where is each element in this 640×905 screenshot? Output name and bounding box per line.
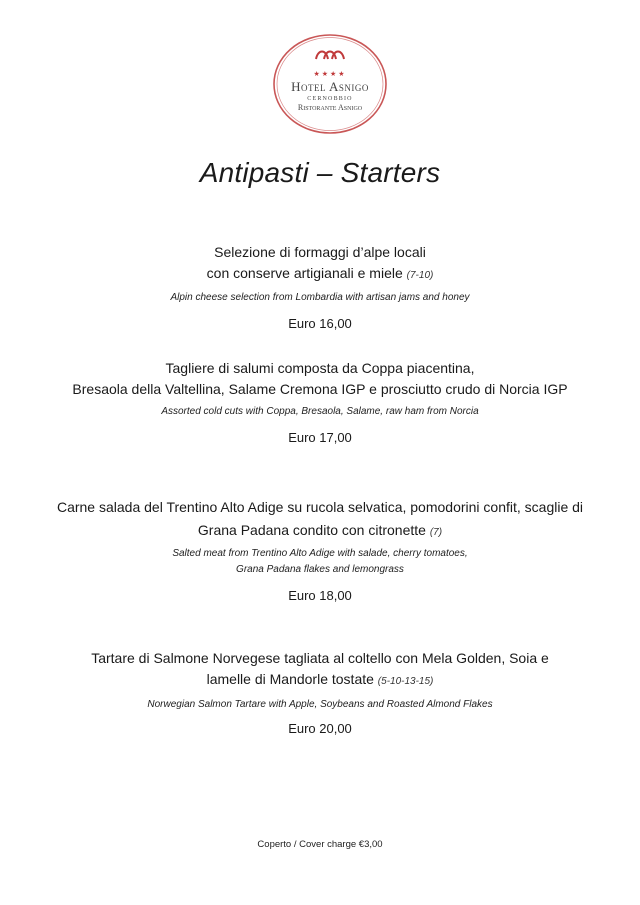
item-price: Euro 20,00 [288,721,352,736]
allergens: (7-10) [406,270,434,281]
item-name-line: Tartare di Salmone Norvegese tagliata al coltello con Mela Golden, Soia e [91,650,549,666]
svg-text:Cernobbio: Cernobbio [307,96,353,102]
item-english: Salted meat from Trentino Alto Adige with salade, cherry tomatoes, [172,548,468,559]
item-price: Euro 16,00 [288,316,352,331]
menu-item [0,497,640,605]
hotel-logo [272,33,388,135]
svg-text:Hotel Asnigo: Hotel Asnigo [291,79,369,94]
cover-charge-note: Coperto / Cover charge €3,00 [257,839,383,850]
item-name-line: Tagliere di salumi composta da Coppa piacentina, [165,360,475,376]
hotel-logo-emblem [272,33,388,135]
svg-text:★★★★: ★★★★ [313,70,347,78]
menu-item [0,242,640,333]
item-name-line: Grana Padana condito con citronette (7) [197,522,443,538]
item-english: Norwegian Salmon Tartare with Apple, Soybeans and Roasted Almond Flakes [147,699,493,710]
item-price: Euro 18,00 [288,588,352,603]
item-english: Alpin cheese selection from Lombardia with artisan jams and honey [170,292,470,303]
item-name-line: lamelle di Mandorle tostate (5-10-13-15) [206,671,434,687]
allergens: (7) [429,527,443,538]
item-name-line: Selezione di formaggi d’alpe locali [214,244,426,260]
item-price: Euro 17,00 [288,430,352,445]
menu-item [0,358,640,447]
item-english: Assorted cold cuts with Coppa, Bresaola, Salame, raw ham from Norcia [161,406,479,417]
allergens: (5-10-13-15) [377,676,434,687]
section-title: Antipasti – Starters [199,157,441,188]
item-name-line: Carne salada del Trentino Alto Adige su rucola selvatica, pomodorini confit, scaglie di [56,499,584,515]
menu-item [0,648,640,738]
item-name-line: con conserve artigianali e miele (7-10) [206,265,434,281]
item-english: Grana Padana flakes and lemongrass [236,564,404,575]
item-name-line: Bresaola della Valtellina, Salame Cremona IGP e prosciutto crudo di Norcia IGP [72,381,568,397]
svg-text:Ristorante Asnigo: Ristorante Asnigo [297,103,363,112]
